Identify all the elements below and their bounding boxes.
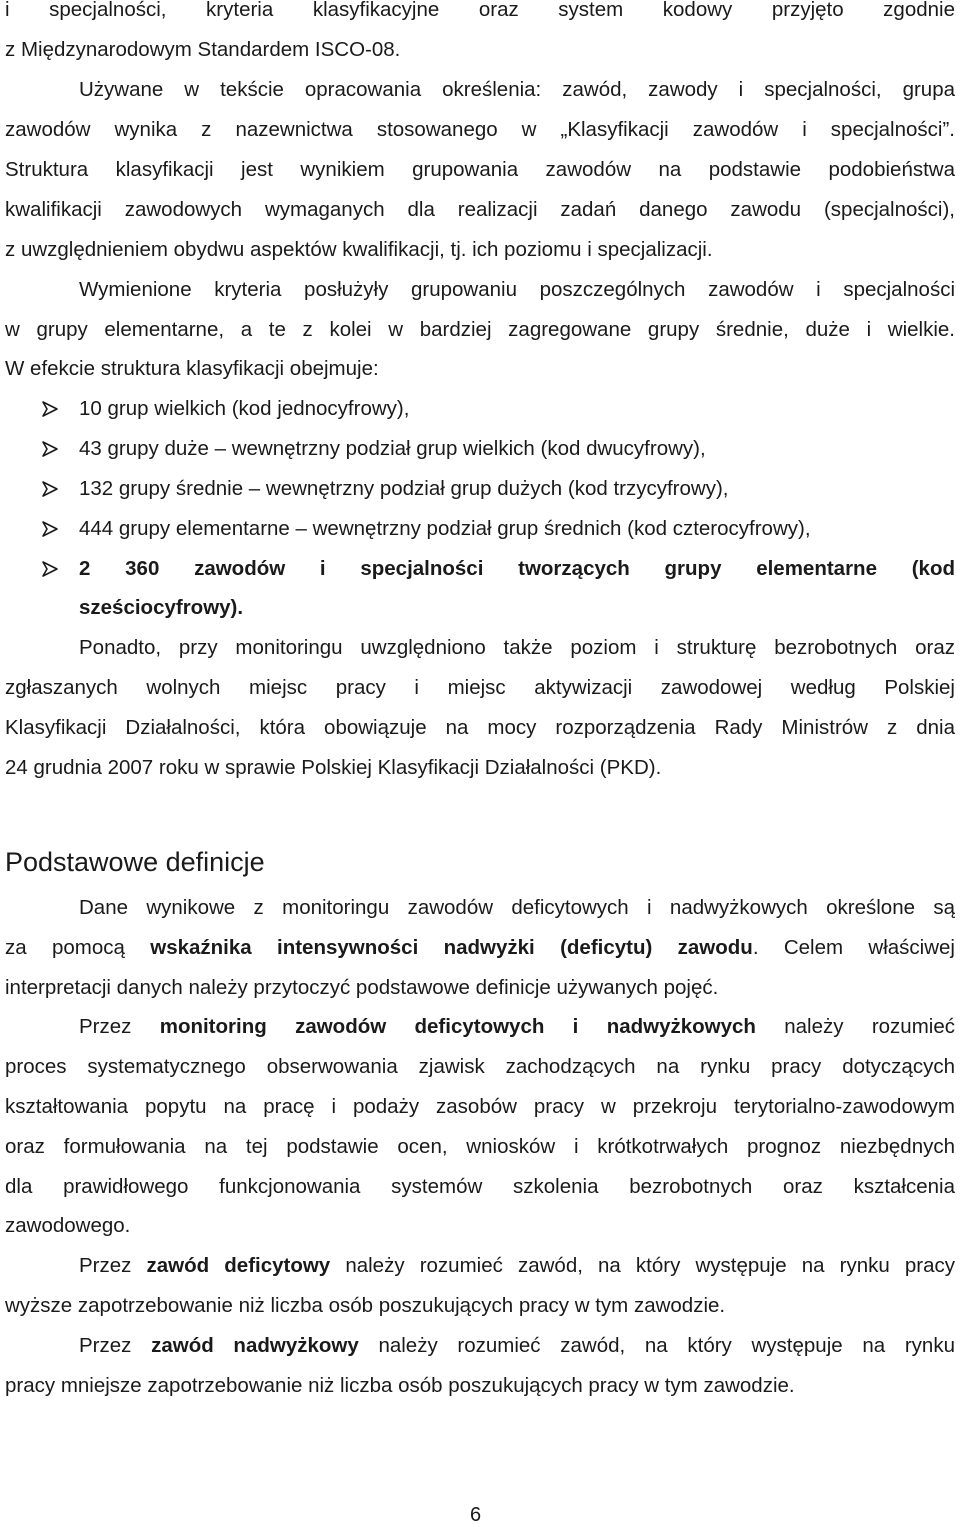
text-line: zawodów wynika z nazewnictwa stosowanego w „Klasyfikacji zawodów i specjalności”. (5, 118, 955, 141)
text-run: należy rozumieć zawód, na który występuje na rynku pracy (330, 1254, 956, 1277)
text-line (79, 1015, 955, 1039)
text-line (79, 1254, 955, 1278)
text-run: Przez (79, 1334, 152, 1357)
text-line: zawodowego. (5, 1214, 131, 1237)
list-item-continuation: sześciocyfrowy). (79, 596, 244, 619)
list-item: 132 grupy średnie – wewnętrzny podział grup dużych (kod trzycyfrowy), (79, 477, 729, 500)
arrow-bullet-icon (40, 477, 62, 501)
text-line: Wymienione kryteria posłużyły grupowaniu poszczególnych zawodów i specjalności (79, 278, 955, 301)
text-line: pracy mniejsze zapotrzebowanie niż liczba osób poszukujących pracy w tym zawodzie. (5, 1374, 795, 1397)
text-line: wyższe zapotrzebowanie niż liczba osób poszukujących pracy w tym zawodzie. (5, 1294, 726, 1317)
text-run: należy rozumieć zawód, na który występuje na rynku (358, 1334, 955, 1357)
text-run: . Celem właściwej (752, 936, 955, 959)
arrow-bullet-icon (40, 557, 62, 581)
bold-term: wskaźnika intensywności nadwyżki (deficytu) zawodu (150, 936, 753, 959)
text-run: za pomocą (5, 936, 151, 959)
text-line (79, 1334, 955, 1358)
text-line: Dane wynikowe z monitoringu zawodów deficytowych i nadwyżkowych określone są (79, 896, 955, 919)
list-item: 43 grupy duże – wewnętrzny podział grup wielkich (kod dwucyfrowy), (79, 437, 706, 460)
arrow-bullet-icon (40, 437, 62, 461)
page-number: 6 (470, 1504, 482, 1526)
text-line (5, 936, 955, 960)
arrow-bullet-icon (40, 517, 62, 541)
text-run: należy rozumieć (755, 1015, 955, 1038)
text-line: zgłaszanych wolnych miejsc pracy i miejsc aktywizacji zawodowej według Polskiej (5, 676, 955, 699)
text-line: Klasyfikacji Działalności, która obowiązuje na mocy rozporządzenia Rady Ministrów z dnia (5, 716, 955, 739)
text-run: Przez (79, 1015, 160, 1038)
text-line: dla prawidłowego funkcjonowania systemów szkolenia bezrobotnych oraz kształcenia (5, 1175, 955, 1198)
list-item: 2 360 zawodów i specjalności tworzących grupy elementarne (kod (79, 557, 955, 580)
text-line: W efekcie struktura klasyfikacji obejmuje: (5, 357, 379, 380)
bold-term: zawód nadwyżkowy (151, 1334, 359, 1357)
bold-term: zawód deficytowy (146, 1254, 331, 1277)
text-line: kształtowania popytu na pracę i podaży zasobów pracy w przekroju terytorialno-zawodowym (5, 1095, 955, 1118)
bold-term: monitoring zawodów deficytowych i nadwyżkowych (159, 1015, 756, 1038)
text-line: Struktura klasyfikacji jest wynikiem grupowania zawodów na podstawie podobieństwa (5, 158, 955, 181)
list-item: 444 grupy elementarne – wewnętrzny podział grup średnich (kod czterocyfrowy), (79, 517, 811, 540)
text-line: Używane w tekście opracowania określenia: zawód, zawody i specjalności, grupa (79, 78, 955, 101)
arrow-bullet-icon (40, 397, 62, 421)
list-item: 10 grup wielkich (kod jednocyfrowy), (79, 397, 410, 420)
text-line: proces systematycznego obserwowania zjawisk zachodzących na rynku pracy dotyczących (5, 1055, 955, 1078)
text-line: Ponadto, przy monitoringu uwzględniono także poziom i strukturę bezrobotnych oraz (79, 636, 955, 659)
text-line: interpretacji danych należy przytoczyć podstawowe definicje używanych pojęć. (5, 976, 719, 999)
text-line: 24 grudnia 2007 roku w sprawie Polskiej Klasyfikacji Działalności (PKD). (5, 756, 662, 779)
text-run: Przez (79, 1254, 147, 1277)
text-line: kwalifikacji zawodowych wymaganych dla realizacji zadań danego zawodu (specjalności), (5, 198, 955, 221)
text-line: i specjalności, kryteria klasyfikacyjne oraz system kodowy przyjęto zgodnie (5, 0, 955, 21)
text-line: z Międzynarodowym Standardem ISCO-08. (5, 38, 401, 61)
text-line: z uwzględnieniem obydwu aspektów kwalifikacji, tj. ich poziomu i specjalizacji. (5, 238, 713, 261)
section-heading: Podstawowe definicje (5, 847, 265, 877)
text-line: w grupy elementarne, a te z kolei w bardziej zagregowane grupy średnie, duże i wielkie. (5, 318, 955, 341)
text-line: oraz formułowania na tej podstawie ocen, wniosków i krótkotrwałych prognoz niezbędnych (5, 1135, 955, 1158)
